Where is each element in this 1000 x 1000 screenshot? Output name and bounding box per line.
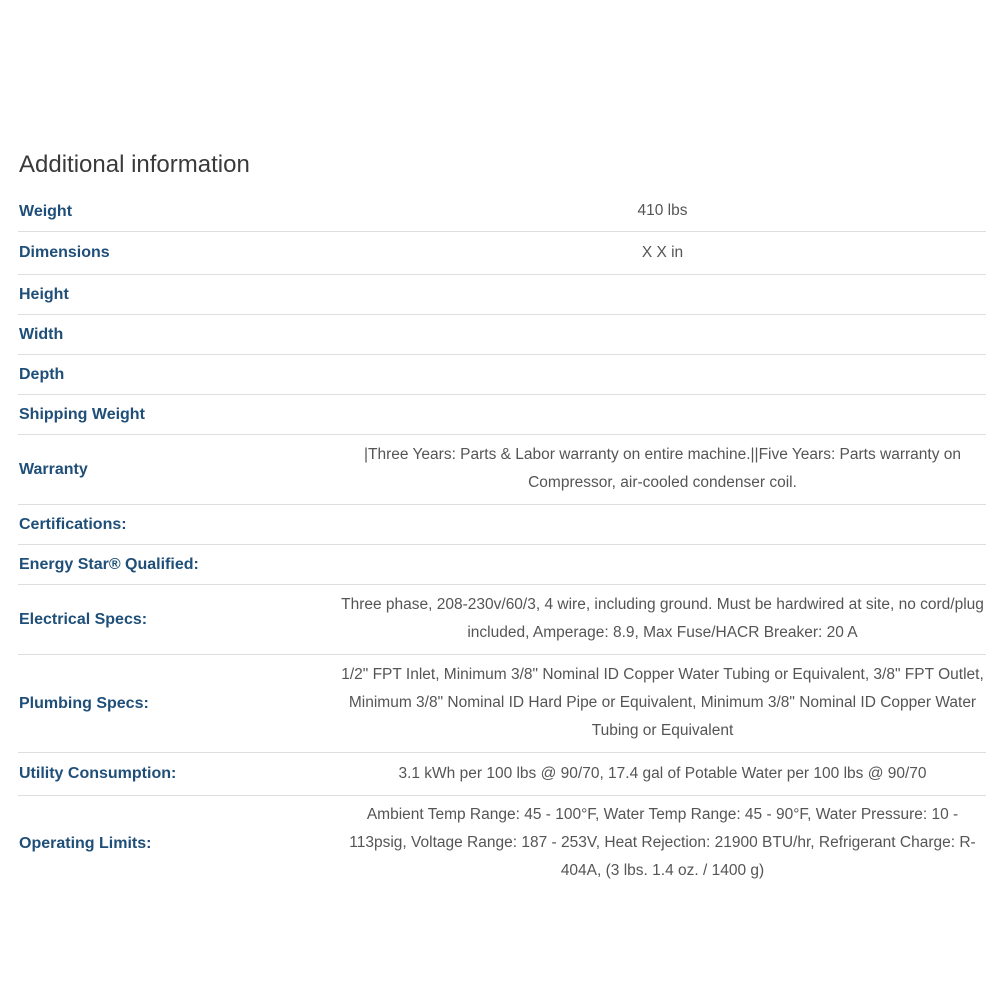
attribute-row-depth <box>18 355 986 395</box>
attribute-row-certifications <box>18 505 986 545</box>
attribute-value: Three phase, 208-230v/60/3, 4 wire, including ground. Must be hardwired at site, no cord/plug included, Amperage: 8.9, Max Fuse/HACR Breaker: 20 A <box>341 596 984 641</box>
attribute-row-weight <box>18 192 986 232</box>
attribute-label: Certifications: <box>19 515 127 533</box>
attribute-value: |Three Years: Parts & Labor warranty on entire machine.||Five Years: Parts warranty on Compressor, air-cooled condenser coil. <box>363 446 962 491</box>
additional-information-section <box>18 150 986 892</box>
attribute-value <box>339 275 986 315</box>
attribute-label: Warranty <box>19 460 88 478</box>
attribute-row-shipping-weight <box>18 395 986 435</box>
attribute-value <box>339 395 986 435</box>
attribute-row-operating-limits <box>18 796 986 892</box>
attribute-row-width <box>18 315 986 355</box>
attribute-label: Utility Consumption: <box>19 765 177 782</box>
attribute-label: Dimensions <box>19 244 110 261</box>
attribute-value: X X in <box>641 243 684 261</box>
attribute-row-electrical-specs <box>18 585 986 655</box>
attribute-label: Shipping Weight <box>19 405 145 423</box>
attribute-label: Depth <box>19 365 65 383</box>
attribute-value <box>339 355 986 395</box>
attribute-label: Energy Star® Qualified: <box>19 555 199 573</box>
attribute-row-utility-consumption <box>18 753 986 796</box>
attribute-row-plumbing-specs <box>18 655 986 753</box>
attribute-value <box>339 545 986 585</box>
attribute-row-height <box>18 275 986 315</box>
attribute-row-warranty <box>18 435 986 505</box>
attribute-label: Weight <box>19 202 73 220</box>
attribute-row-energy-star <box>18 545 986 585</box>
attribute-value: 1/2" FPT Inlet, Minimum 3/8" Nominal ID Copper Water Tubing or Equivalent, 3/8" FPT Outlet, Minimum 3/8" Nominal ID Hard Pipe or Equivalent, Minimum 3/8" Nominal ID Copper Water Tubing or Equivalent <box>341 666 984 739</box>
attribute-row-dimensions <box>18 232 986 275</box>
attribute-value <box>339 505 986 545</box>
section-title: Additional information <box>19 151 250 178</box>
attributes-table <box>18 192 986 892</box>
attribute-value: 410 lbs <box>637 202 688 219</box>
attribute-label: Electrical Specs: <box>19 610 148 628</box>
attribute-value: Ambient Temp Range: 45 - 100°F, Water Temp Range: 45 - 90°F, Water Pressure: 10 - 113psig, Voltage Range: 187 - 253V, Heat Rejection: 21900 BTU/hr, Refrigerant Charge: R-404A, (3 lbs. 1.4 oz. / 1400 g) <box>349 806 976 880</box>
attribute-value <box>339 315 986 355</box>
attribute-label: Height <box>19 285 69 303</box>
attribute-label: Plumbing Specs: <box>19 694 149 712</box>
attribute-label: Operating Limits: <box>19 834 152 852</box>
attribute-value: 3.1 kWh per 100 lbs @ 90/70, 17.4 gal of Potable Water per 100 lbs @ 90/70 <box>398 764 927 782</box>
attribute-label: Width <box>19 325 64 343</box>
